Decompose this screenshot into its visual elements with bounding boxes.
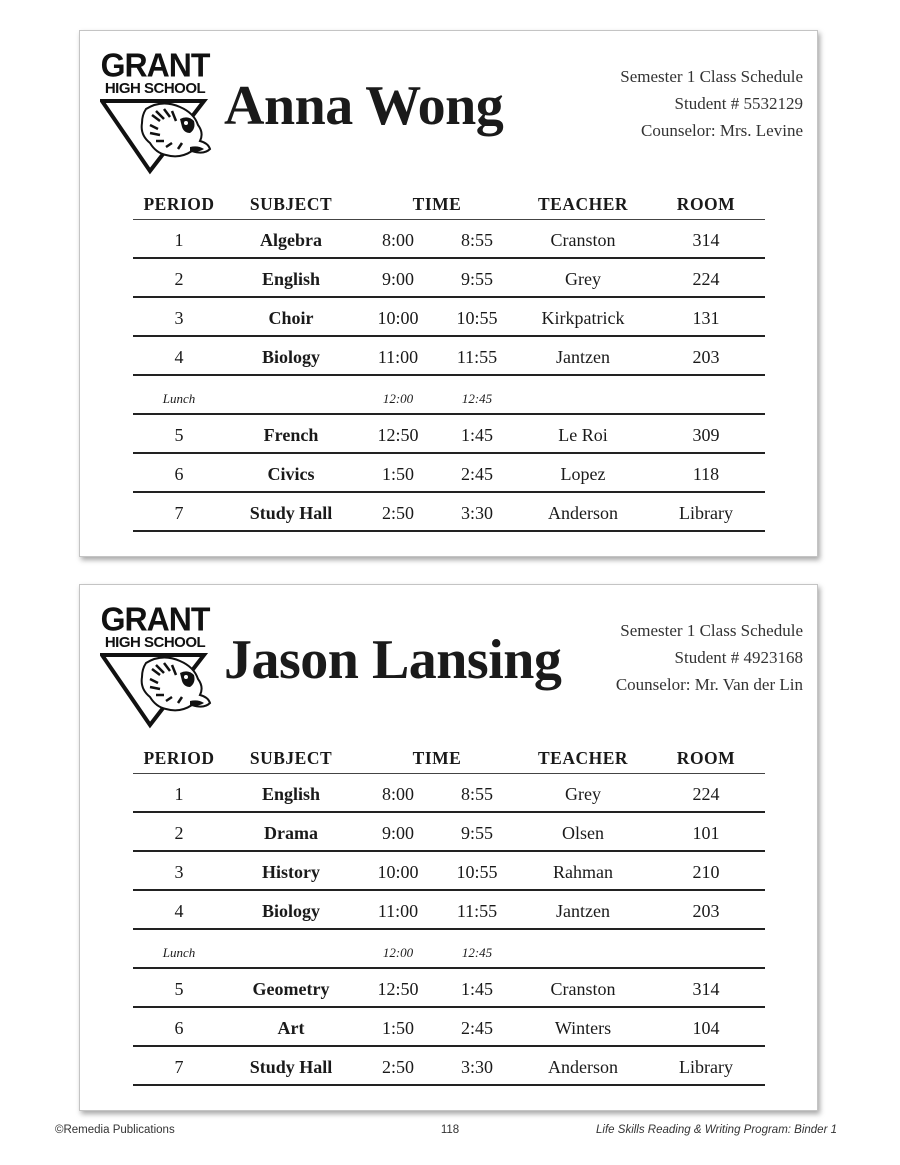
start-time-cell: 2:50 (381, 503, 415, 523)
table-row (133, 813, 765, 852)
start-time-cell: 1:50 (381, 1018, 415, 1038)
period-cell: 3 (174, 308, 184, 328)
table-row (133, 454, 765, 493)
period-cell: 5 (174, 425, 184, 445)
subject-cell: Algebra (260, 230, 322, 250)
subject-cell: English (261, 269, 321, 289)
student-name: Anna Wong (224, 75, 504, 137)
student-name: Jason Lansing (224, 629, 562, 691)
schedule-title: Semester 1 Class Schedule (620, 67, 803, 86)
room-cell: 131 (692, 308, 720, 328)
period-cell: 6 (174, 464, 184, 484)
teacher-cell: Winters (554, 1018, 612, 1038)
period-cell: 3 (174, 862, 184, 882)
period-cell: 2 (174, 823, 184, 843)
counselor: Counselor: Mr. Van der Lin (615, 675, 803, 694)
room-cell: 224 (692, 269, 720, 289)
period-cell: 4 (174, 901, 184, 921)
room-cell: 101 (692, 823, 720, 843)
start-time-cell: 8:00 (381, 784, 415, 804)
logo-text-grant: GRANT (100, 46, 210, 84)
subject-cell: Drama (264, 823, 318, 843)
start-time-cell: 10:00 (377, 862, 419, 882)
end-time-cell: 8:55 (460, 784, 494, 804)
end-time-cell: 9:55 (460, 823, 494, 843)
schedule-table (133, 748, 765, 1086)
schedule-card (79, 30, 818, 557)
schedule-table (133, 194, 765, 532)
start-time-cell: 1:50 (381, 464, 415, 484)
table-row (133, 969, 765, 1008)
teacher-cell: Cranston (550, 979, 616, 999)
end-time-cell: 10:55 (456, 308, 498, 328)
teacher-cell: Anderson (548, 1057, 618, 1077)
table-row (133, 337, 765, 376)
room-cell: 314 (692, 979, 720, 999)
table-row (133, 415, 765, 454)
subject-cell: Study Hall (249, 1057, 333, 1077)
end-time-cell: 8:55 (460, 230, 494, 250)
lunch-row (133, 930, 765, 969)
table-row (133, 298, 765, 337)
school-logo (100, 599, 220, 739)
start-time-cell: 8:00 (381, 230, 415, 250)
subject-cell: Biology (261, 901, 321, 921)
end-time-cell: 12:45 (461, 391, 493, 406)
student-number: Student # 5532129 (674, 94, 803, 113)
end-time-cell: 2:45 (460, 1018, 494, 1038)
table-row (133, 1047, 765, 1086)
room-cell: 309 (692, 425, 720, 445)
table-body (133, 220, 765, 532)
schedule-info (616, 617, 803, 698)
tiger-mascot-icon (100, 99, 212, 175)
start-time-cell: 9:00 (381, 269, 415, 289)
logo-text-high-school: HIGH SCHOOL (104, 80, 206, 97)
header-subject: SUBJECT (249, 194, 333, 214)
teacher-cell: Jantzen (556, 347, 610, 367)
header-period: PERIOD (143, 748, 215, 768)
table-body (133, 774, 765, 1086)
subject-cell: Biology (261, 347, 321, 367)
teacher-cell: Kirkpatrick (541, 308, 625, 328)
start-time-cell: 9:00 (381, 823, 415, 843)
table-header (133, 748, 765, 774)
footer-publisher: ©Remedia Publications (55, 1124, 175, 1136)
teacher-cell: Rahman (553, 862, 613, 882)
period-cell: Lunch (162, 945, 196, 960)
end-time-cell: 11:55 (456, 347, 498, 367)
table-row (133, 1008, 765, 1047)
room-cell: 203 (692, 901, 720, 921)
room-cell: 224 (692, 784, 720, 804)
teacher-cell: Grey (565, 784, 601, 804)
room-cell: 104 (692, 1018, 720, 1038)
teacher-cell: Olsen (562, 823, 604, 843)
header-time: TIME (412, 194, 462, 214)
subject-cell: Geometry (252, 979, 330, 999)
header-room: ROOM (676, 194, 736, 214)
schedule-card (79, 584, 818, 1111)
period-cell: 2 (174, 269, 184, 289)
end-time-cell: 2:45 (460, 464, 494, 484)
room-cell: 203 (692, 347, 720, 367)
header-time: TIME (412, 748, 462, 768)
subject-cell: Art (277, 1018, 305, 1038)
counselor: Counselor: Mrs. Levine (641, 121, 803, 140)
subject-cell: Study Hall (249, 503, 333, 523)
start-time-cell: 11:00 (377, 347, 419, 367)
start-time-cell: 12:50 (377, 979, 419, 999)
table-row (133, 220, 765, 259)
teacher-cell: Le Roi (558, 425, 608, 445)
start-time-cell: 2:50 (381, 1057, 415, 1077)
student-number: Student # 4923168 (674, 648, 803, 667)
start-time-cell: 12:50 (377, 425, 419, 445)
subject-cell: English (261, 784, 321, 804)
header-subject: SUBJECT (249, 748, 333, 768)
table-row (133, 774, 765, 813)
subject-cell: French (263, 425, 319, 445)
period-cell: 4 (174, 347, 184, 367)
schedule-title: Semester 1 Class Schedule (620, 621, 803, 640)
end-time-cell: 11:55 (456, 901, 498, 921)
room-cell: 118 (692, 464, 720, 484)
start-time-cell: 10:00 (377, 308, 419, 328)
subject-cell: Civics (267, 464, 315, 484)
table-row (133, 493, 765, 532)
period-cell: 5 (174, 979, 184, 999)
header-teacher: TEACHER (537, 748, 629, 768)
teacher-cell: Grey (565, 269, 601, 289)
header-period: PERIOD (143, 194, 215, 214)
period-cell: 7 (174, 503, 184, 523)
period-cell: 1 (174, 784, 184, 804)
period-cell: 6 (174, 1018, 184, 1038)
lunch-row (133, 376, 765, 415)
table-row (133, 852, 765, 891)
table-row (133, 891, 765, 930)
subject-cell: History (262, 862, 320, 882)
teacher-cell: Lopez (560, 464, 606, 484)
footer-page-number: 118 (440, 1124, 460, 1136)
end-time-cell: 12:45 (461, 945, 493, 960)
schedule-info (620, 63, 803, 144)
teacher-cell: Jantzen (556, 901, 610, 921)
end-time-cell: 3:30 (460, 503, 494, 523)
school-logo (100, 45, 220, 185)
subject-cell: Choir (268, 308, 314, 328)
end-time-cell: 3:30 (460, 1057, 494, 1077)
period-cell: Lunch (162, 391, 196, 406)
table-row (133, 259, 765, 298)
period-cell: 1 (174, 230, 184, 250)
teacher-cell: Anderson (548, 503, 618, 523)
room-cell: 314 (692, 230, 720, 250)
room-cell: 210 (692, 862, 720, 882)
period-cell: 7 (174, 1057, 184, 1077)
footer-series-title: Life Skills Reading & Writing Program: Binder 1 (596, 1124, 837, 1136)
teacher-cell: Cranston (550, 230, 616, 250)
end-time-cell: 9:55 (460, 269, 494, 289)
room-cell: Library (679, 1057, 733, 1077)
end-time-cell: 10:55 (456, 862, 498, 882)
end-time-cell: 1:45 (460, 979, 494, 999)
start-time-cell: 12:00 (382, 945, 414, 960)
start-time-cell: 12:00 (382, 391, 414, 406)
room-cell: Library (679, 503, 733, 523)
tiger-mascot-icon (100, 653, 212, 729)
logo-text-grant: GRANT (100, 600, 210, 638)
header-teacher: TEACHER (537, 194, 629, 214)
header-room: ROOM (676, 748, 736, 768)
table-header (133, 194, 765, 220)
logo-text-high-school: HIGH SCHOOL (104, 634, 206, 651)
start-time-cell: 11:00 (377, 901, 419, 921)
end-time-cell: 1:45 (460, 425, 494, 445)
